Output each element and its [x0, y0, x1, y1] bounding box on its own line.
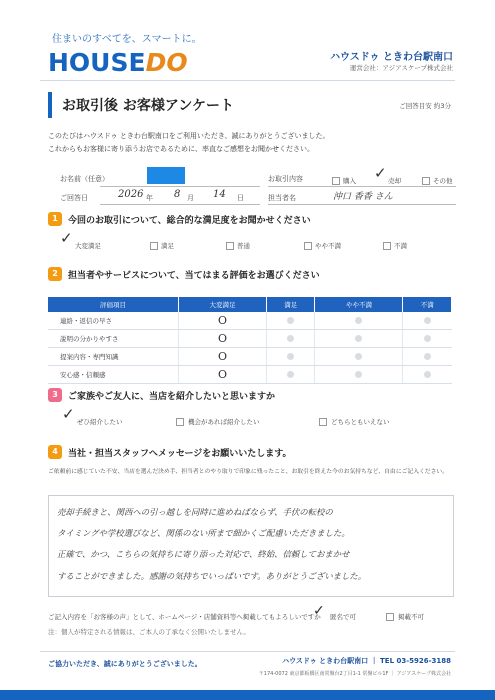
header-very-satisfied: 大変満足 [179, 297, 267, 312]
date-year[interactable]: 2026 [118, 189, 144, 200]
radio-dot-icon [355, 353, 362, 360]
radio-dot-icon [424, 371, 431, 378]
date-year-unit: 年 [146, 194, 153, 202]
header-satisfied: 満足 [266, 297, 315, 312]
intro-line-1: このたびはハウスドゥ ときわ台駅南口をご利用いただき、誠にありがとうございました。 [48, 132, 330, 140]
header-divider [40, 80, 455, 81]
rating-cell[interactable] [315, 366, 403, 384]
q1-check-mark: ✓ [60, 229, 73, 247]
q3-number-badge: 3 [48, 388, 62, 402]
rating-cell[interactable] [403, 330, 452, 348]
row-label: 説明の分かりやすさ [48, 330, 179, 348]
table-row [48, 366, 452, 384]
date-month-unit: 月 [187, 194, 194, 202]
footer-divider [40, 651, 455, 652]
radio-dot-icon [424, 335, 431, 342]
date-label: ご回答日 [60, 194, 88, 202]
tagline: 住まいのすべてを、スマートに。 [52, 34, 202, 45]
consent-question: ご記入内容を「お客様の声」として、ホームページ・店舗資料等へ掲載してもよろしいですか [48, 613, 321, 621]
intro-line-2: これからもお客様に寄り添うお店であるために、率直なご感想をお聞かせください。 [48, 145, 314, 153]
q3-title: ご家族やご友人に、当店を紹介したいと思いますか [68, 392, 276, 402]
message-box[interactable] [48, 495, 454, 597]
table-row [48, 312, 452, 330]
q1-title: 今回のお取引について、総合的な満足度をお聞かせください [68, 216, 311, 226]
evaluation-table [48, 297, 452, 384]
deal-checkbox-other[interactable] [422, 177, 430, 185]
name-underline [100, 186, 260, 187]
deal-checkbox-buy[interactable] [332, 177, 340, 185]
radio-dot-icon [355, 317, 362, 324]
deal-option-other: その他 [433, 177, 453, 185]
shop-name: ハウスドゥ ときわ台駅南口 [330, 52, 453, 63]
rating-cell[interactable] [179, 312, 267, 330]
circle-mark: O [217, 314, 227, 327]
rating-cell[interactable] [403, 312, 452, 330]
staff-label: 担当者名 [268, 194, 296, 202]
deal-check-mark: ✓ [374, 164, 387, 182]
consent-option-decline[interactable]: 掲載不可 [398, 613, 424, 621]
radio-dot-icon [287, 335, 294, 342]
rating-cell[interactable] [403, 348, 452, 366]
q1-option-dissatisfied[interactable]: 不満 [394, 242, 407, 250]
logo-accent: DO [145, 48, 188, 77]
q4-title: 当社・担当スタッフへメッセージをお願いいたします。 [68, 449, 292, 459]
q1-checkbox-dissatisfied[interactable] [383, 242, 391, 250]
rating-cell[interactable] [266, 330, 315, 348]
q3-option-neither[interactable]: どちらともいえない [331, 418, 390, 426]
q4-guide: ご依頼前に感じていた不安、当店を選んだ決め手、担当者とのやり取りで印象に残ったこと、お取引を終えた今のお気持ちなど、自由にご記入ください。 [48, 469, 448, 475]
message-line-2: タイミングや学校選びなど、関係のない所まで細かくご配慮いただきました。 [57, 528, 350, 538]
staff-name[interactable]: 沖口 香香 さん [333, 192, 393, 202]
evaluation-header-row [48, 297, 452, 312]
table-row [48, 330, 452, 348]
rating-cell[interactable] [266, 348, 315, 366]
footer-address: 〒174-0072 東京都板橋区南常盤台2丁目1-1 常盤ビル1F ｜ アジアスケープ株式会社 [258, 671, 451, 677]
radio-dot-icon [424, 317, 431, 324]
date-day[interactable]: 14 [213, 189, 226, 200]
staff-underline [268, 204, 456, 205]
intro-text [48, 130, 330, 156]
date-month[interactable]: 8 [174, 189, 181, 200]
q4-number-badge: 4 [48, 445, 62, 459]
q1-option-satisfied[interactable]: 満足 [161, 242, 174, 250]
consent-option-anonymous[interactable]: 匿名で可 [330, 613, 356, 621]
q1-checkbox-neutral[interactable] [226, 242, 234, 250]
circle-mark: O [217, 350, 227, 363]
row-label: 連絡・返信の早さ [48, 312, 179, 330]
q3-option-if-chance[interactable]: 機会があれば紹介したい [188, 418, 260, 426]
rating-cell[interactable] [179, 366, 267, 384]
radio-dot-icon [355, 371, 362, 378]
rating-cell[interactable] [315, 348, 403, 366]
deal-option-buy: 購入 [343, 177, 356, 185]
radio-dot-icon [287, 317, 294, 324]
radio-dot-icon [287, 371, 294, 378]
rating-cell[interactable] [179, 330, 267, 348]
q3-checkbox-neither[interactable] [319, 418, 327, 426]
message-line-1: 売却手続きと、関西への引っ越しを同時に進めねばならず、手伏の転校の [57, 507, 333, 517]
name-redaction [147, 167, 185, 184]
rating-cell[interactable] [266, 366, 315, 384]
rating-cell[interactable] [179, 348, 267, 366]
house-do-logo [48, 48, 188, 77]
q1-checkbox-somewhat-dissatisfied[interactable] [304, 242, 312, 250]
row-label: 提案内容・専門知識 [48, 348, 179, 366]
q1-option-very-satisfied[interactable]: 大変満足 [75, 242, 101, 250]
q2-title: 担当者やサービスについて、当てはまる評価をお選びください [68, 271, 320, 281]
rating-cell[interactable] [266, 312, 315, 330]
q3-option-definitely[interactable]: ぜひ紹介したい [77, 418, 123, 426]
deal-label: お取引内容 [268, 175, 303, 183]
q3-checkbox-if-chance[interactable] [176, 418, 184, 426]
q3-check-mark: ✓ [62, 405, 75, 423]
title-accent-bar [48, 92, 52, 118]
consent-checkbox-decline[interactable] [386, 613, 394, 621]
page-title: お取引後 お客様アンケート [62, 98, 235, 114]
date-day-unit: 日 [237, 194, 244, 202]
rating-cell[interactable] [315, 312, 403, 330]
company-name: 運営会社：アジアスケープ株式会社 [349, 64, 453, 72]
name-label: お名前（任意） [60, 175, 109, 183]
header-item: 評価項目 [48, 297, 179, 312]
q1-number-badge: 1 [48, 212, 62, 226]
consent-note: 注：個人が特定される情報は、ご本人の了承なく公開いたしません。 [48, 628, 250, 636]
footer-shop-tel: ハウスドゥ ときわ台駅南口 ｜ TEL 03-5926-3188 [282, 657, 451, 665]
footer-thanks: ご協力いただき、誠にありがとうございました。 [48, 660, 202, 668]
table-row [48, 348, 452, 366]
circle-mark: O [217, 368, 227, 381]
logo-main: HOUSE [48, 48, 146, 77]
q1-option-neutral[interactable]: 普通 [237, 242, 250, 250]
message-line-3: 正確で、かつ、こちらの気持ちに寄り添った対応で、終始、信頼しておまかせ [57, 549, 350, 559]
q2-number-badge: 2 [48, 267, 62, 281]
circle-mark: O [217, 332, 227, 345]
q1-option-somewhat-dissatisfied[interactable]: やや不満 [315, 242, 341, 250]
message-line-4: することができました。感謝の気持ちでいっぱいです。ありがとうございました。 [57, 571, 367, 581]
deal-underline [268, 186, 456, 187]
row-label: 安心感・信頼感 [48, 366, 179, 384]
header-somewhat-dissatisfied: やや不満 [315, 297, 403, 312]
date-underline [100, 204, 260, 205]
deal-option-sell: 売却 [388, 177, 401, 185]
rating-cell[interactable] [315, 330, 403, 348]
consent-check-mark: ✓ [313, 603, 325, 619]
radio-dot-icon [287, 353, 294, 360]
footer-color-strip [0, 690, 495, 700]
time-estimate: ご回答目安 約3分 [399, 102, 451, 110]
rating-cell[interactable] [403, 366, 452, 384]
radio-dot-icon [424, 353, 431, 360]
radio-dot-icon [355, 335, 362, 342]
header-dissatisfied: 不満 [403, 297, 452, 312]
q1-checkbox-satisfied[interactable] [150, 242, 158, 250]
